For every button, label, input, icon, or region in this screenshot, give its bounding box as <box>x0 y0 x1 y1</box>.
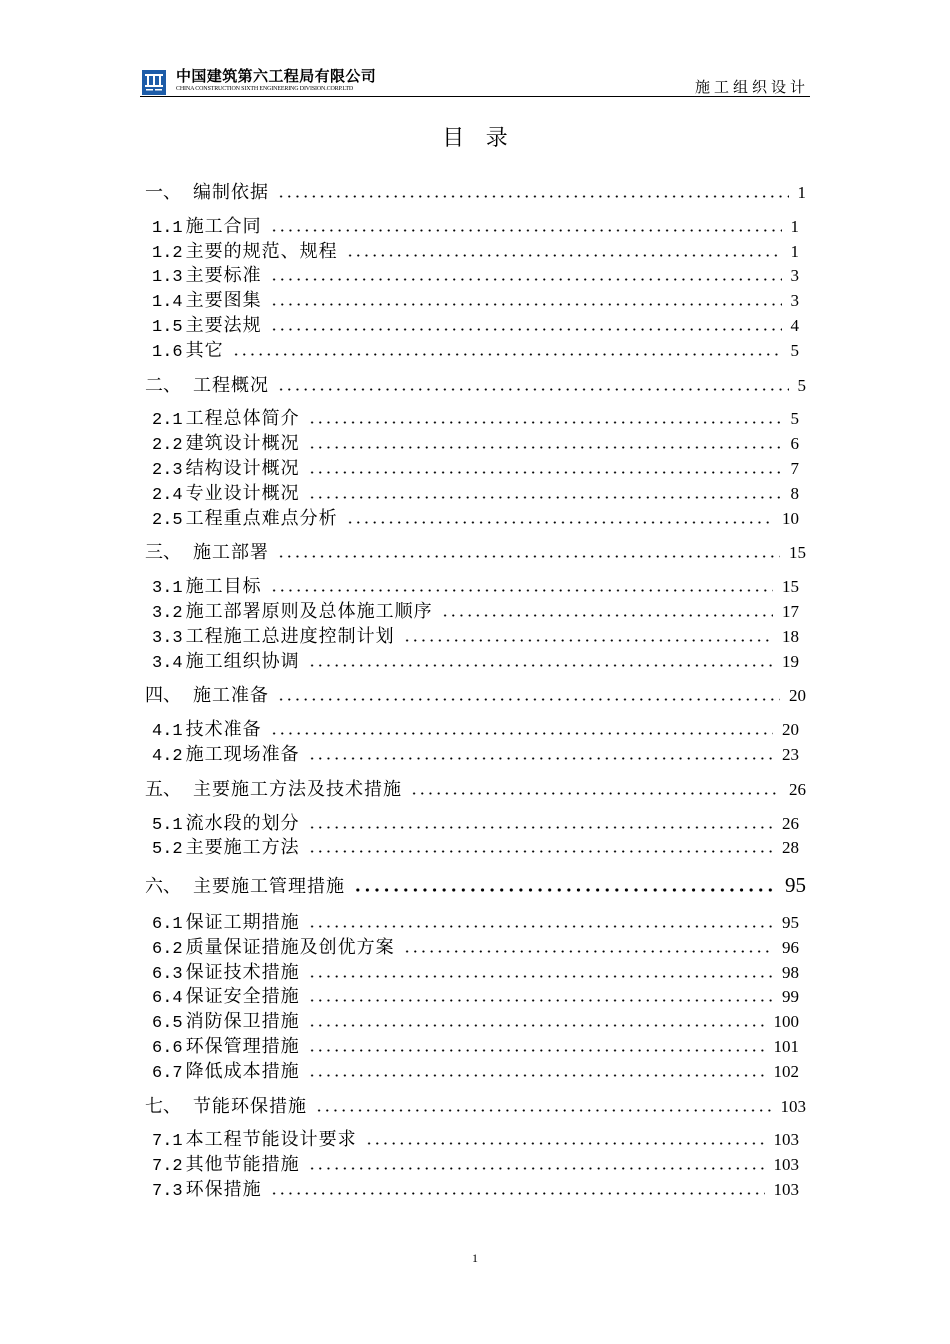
toc-subsection-title: 主要法规 <box>185 314 262 335</box>
toc-section-title: 施工准备 <box>193 685 269 706</box>
toc-section-page: 95 <box>785 873 806 898</box>
toc-subsection-number: 4.1 <box>152 722 183 742</box>
toc-subsection-row <box>145 624 806 649</box>
toc-section-number: 三、 <box>145 542 181 563</box>
toc-subsection-page: 96 <box>782 937 799 957</box>
toc-subsection-row <box>145 574 806 599</box>
toc-section-page: 103 <box>780 1096 806 1116</box>
toc-subsection-number: 2.4 <box>152 485 183 505</box>
dot-leader <box>403 950 773 953</box>
toc-subsection-number: 6.4 <box>152 989 183 1009</box>
toc-subsection-title: 本工程节能设计要求 <box>185 1129 357 1150</box>
toc-subsection-title: 施工合同 <box>185 215 262 236</box>
toc-subsection-page: 7 <box>790 458 799 478</box>
toc-subsection-number: 7.3 <box>152 1181 183 1201</box>
toc-subsection-title: 环保管理措施 <box>185 1035 300 1056</box>
toc-subsection-title: 降低成本措施 <box>185 1060 300 1081</box>
toc-section-title: 工程概况 <box>193 374 269 395</box>
toc-subsection-page: 17 <box>782 601 799 621</box>
toc-subsection-row <box>145 1059 806 1084</box>
toc-subsection-number: 3.3 <box>152 628 183 648</box>
toc-section-page: 26 <box>789 779 806 799</box>
toc-subsection-title: 工程总体简介 <box>185 408 300 429</box>
toc-subsection-title: 施工部署原则及总体施工顺序 <box>185 600 433 621</box>
dot-leader <box>308 850 773 853</box>
toc-subsection-title: 施工现场准备 <box>185 743 300 764</box>
logo-bar-top <box>145 74 163 76</box>
header-divider <box>140 96 810 97</box>
toc-subsection-page: 1 <box>790 241 799 261</box>
toc-subsection-number: 6.6 <box>152 1038 183 1058</box>
toc-subsection-row <box>145 1152 806 1177</box>
toc-subsection-row <box>145 263 806 288</box>
toc-subsection-number: 2.5 <box>152 510 183 530</box>
dot-leader <box>277 555 780 558</box>
toc-subsection-title: 工程重点难点分析 <box>185 507 338 528</box>
toc-subsection-row <box>145 214 806 239</box>
dot-leader <box>308 1049 765 1052</box>
toc-subsection-page: 103 <box>773 1155 799 1175</box>
dot-leader <box>308 1167 765 1170</box>
toc-subsection-row <box>145 1009 806 1034</box>
toc-section-row <box>145 180 806 205</box>
toc-section-number: 五、 <box>145 778 181 799</box>
footer-page-number: 1 <box>472 1251 478 1265</box>
toc-subsection-number: 4.2 <box>152 746 183 766</box>
toc-subsection-number: 6.1 <box>152 914 183 934</box>
toc-subsection-row <box>145 811 806 836</box>
toc-subsection-row <box>145 406 806 431</box>
dot-leader <box>365 1142 765 1145</box>
toc-subsection-number: 1.1 <box>152 218 183 238</box>
toc-subsection-row <box>145 742 806 767</box>
toc-subsection-page: 98 <box>782 962 799 982</box>
document-type: 施工组织设计 <box>695 80 810 96</box>
toc-section-title: 编制依据 <box>193 182 269 202</box>
toc-section-page: 1 <box>797 183 806 202</box>
toc-subsection-page: 101 <box>773 1036 799 1056</box>
table-of-contents <box>145 180 806 1202</box>
dot-leader <box>346 521 773 524</box>
toc-subsection-title: 施工组织协调 <box>185 650 300 671</box>
toc-subsection-number: 1.5 <box>152 317 183 337</box>
dot-leader <box>308 421 782 424</box>
company-name-en: CHINA CONSTRUCTION SIXTH ENGINEERING DIVISION.CORP.LTD <box>176 86 354 92</box>
toc-subsection-title: 主要标准 <box>185 265 262 286</box>
company-logo-icon <box>142 70 166 95</box>
toc-section-title: 施工部署 <box>193 542 269 563</box>
toc-section-title: 主要施工方法及技术措施 <box>193 778 402 799</box>
toc-subsection-number: 6.3 <box>152 964 183 984</box>
toc-section-row <box>145 777 806 802</box>
toc-subsection-page: 10 <box>782 508 799 528</box>
toc-subsection-title: 保证技术措施 <box>185 961 300 982</box>
dot-leader <box>315 1109 772 1112</box>
dot-leader <box>232 353 782 356</box>
dot-leader <box>353 888 776 892</box>
toc-subsection-page: 5 <box>790 340 799 360</box>
toc-subsection-title: 技术准备 <box>185 719 262 740</box>
logo-pillar-right <box>159 76 161 85</box>
toc-subsection-title: 结构设计概况 <box>185 457 300 478</box>
dot-leader <box>403 639 773 642</box>
toc-subsection-page: 18 <box>782 626 799 646</box>
toc-subsection-page: 15 <box>782 577 799 597</box>
toc-subsection-row <box>145 338 806 363</box>
toc-subsection-number: 3.2 <box>152 603 183 623</box>
toc-subsection-row <box>145 456 806 481</box>
dot-leader <box>308 975 773 978</box>
toc-subsection-page: 99 <box>782 987 799 1007</box>
toc-subsection-row <box>145 1034 806 1059</box>
toc-section-number: 二、 <box>145 374 181 395</box>
toc-subsection-title: 施工目标 <box>185 576 262 597</box>
toc-subsection-number: 2.1 <box>152 411 183 431</box>
toc-subsection-page: 95 <box>782 912 799 932</box>
toc-section-page: 15 <box>789 543 806 563</box>
logo-pillar-left <box>147 76 149 85</box>
toc-subsection-page: 100 <box>773 1012 799 1032</box>
dot-leader <box>270 303 782 306</box>
logo-pillar-mid <box>153 76 155 85</box>
toc-subsection-title: 消防保卫措施 <box>185 1011 300 1032</box>
dot-leader <box>270 732 773 735</box>
toc-subsection-title: 环保措施 <box>185 1178 262 1199</box>
toc-subsection-row <box>145 506 806 531</box>
toc-subsection-title: 流水段的划分 <box>185 812 300 833</box>
toc-section-title: 主要施工管理措施 <box>193 876 345 897</box>
toc-subsection-title: 保证安全措施 <box>185 986 300 1007</box>
dot-leader <box>308 1024 765 1027</box>
toc-subsection-title: 主要的规范、规程 <box>185 240 338 261</box>
dot-leader <box>441 614 773 617</box>
toc-section-number: 六、 <box>145 876 181 897</box>
toc-subsection-title: 其他节能措施 <box>185 1154 300 1175</box>
toc-subsection-row <box>145 1127 806 1152</box>
toc-subsection-title: 主要施工方法 <box>185 837 300 858</box>
toc-subsection-row <box>145 717 806 742</box>
toc-subsection-title: 其它 <box>185 339 224 360</box>
toc-section-row <box>145 1094 806 1119</box>
toc-subsection-page: 28 <box>782 838 799 858</box>
dot-leader <box>308 471 782 474</box>
toc-section-page: 20 <box>789 686 806 706</box>
toc-subsection-number: 3.1 <box>152 579 183 599</box>
dot-leader <box>308 1074 765 1077</box>
dot-leader <box>277 388 789 391</box>
toc-subsection-page: 26 <box>782 813 799 833</box>
dot-leader <box>308 925 773 928</box>
toc-subsection-page: 103 <box>773 1179 799 1199</box>
toc-subsection-number: 6.2 <box>152 939 183 959</box>
toc-subsection-number: 6.5 <box>152 1014 183 1034</box>
logo-bar-bottom-1 <box>146 89 153 91</box>
dot-leader <box>270 328 782 331</box>
toc-section-row <box>145 373 806 398</box>
toc-subsection-row <box>145 431 806 456</box>
toc-subsection-row <box>145 239 806 264</box>
toc-subsection-row <box>145 984 806 1009</box>
toc-subsection-page: 103 <box>773 1130 799 1150</box>
toc-subsection-row <box>145 935 806 960</box>
toc-subsection-page: 19 <box>782 651 799 671</box>
toc-subsection-row <box>145 313 806 338</box>
dot-leader <box>270 229 782 232</box>
toc-subsection-number: 2.2 <box>152 436 183 456</box>
toc-subsection-page: 1 <box>790 216 799 236</box>
toc-subsection-title: 保证工期措施 <box>185 911 300 932</box>
toc-subsection-page: 3 <box>790 291 799 311</box>
logo-bar-base <box>145 85 163 87</box>
dot-leader <box>308 999 773 1002</box>
toc-subsection-row <box>145 960 806 985</box>
toc-subsection-number: 7.2 <box>152 1157 183 1177</box>
toc-subsection-number: 1.3 <box>152 268 183 288</box>
toc-subsection-number: 7.1 <box>152 1132 183 1152</box>
dot-leader <box>410 792 780 795</box>
toc-subsection-number: 6.7 <box>152 1063 183 1083</box>
toc-subsection-page: 23 <box>782 744 799 764</box>
toc-subsection-number: 1.6 <box>152 342 183 362</box>
toc-subsection-row <box>145 481 806 506</box>
toc-subsection-page: 4 <box>790 315 799 335</box>
toc-section-row <box>145 683 806 708</box>
toc-subsection-title: 质量保证措施及创优方案 <box>185 936 395 957</box>
logo-bar-bottom-2 <box>155 89 162 91</box>
toc-heading: 目 录 <box>442 125 516 150</box>
toc-section-title: 节能环保措施 <box>193 1095 307 1116</box>
dot-leader <box>308 757 773 760</box>
toc-subsection-row <box>145 835 806 860</box>
toc-subsection-number: 5.1 <box>152 815 183 835</box>
toc-subsection-page: 20 <box>782 720 799 740</box>
dot-leader <box>308 664 773 667</box>
toc-subsection-number: 1.2 <box>152 243 183 263</box>
toc-section-row <box>145 873 806 898</box>
dot-leader <box>308 826 773 829</box>
toc-subsection-title: 专业设计概况 <box>185 482 300 503</box>
dot-leader <box>308 446 782 449</box>
toc-subsection-title: 工程施工总进度控制计划 <box>185 625 395 646</box>
dot-leader <box>346 254 782 257</box>
toc-section-number: 一、 <box>145 182 181 202</box>
dot-leader <box>270 589 773 592</box>
toc-section-number: 七、 <box>145 1095 181 1116</box>
dot-leader <box>270 1192 765 1195</box>
toc-subsection-page: 102 <box>773 1061 799 1081</box>
dot-leader <box>277 698 780 701</box>
toc-subsection-number: 3.4 <box>152 653 183 673</box>
toc-subsection-page: 6 <box>790 434 799 454</box>
dot-leader <box>270 278 782 281</box>
company-name-cn: 中国建筑第六工程局有限公司 <box>176 67 377 85</box>
toc-subsection-title: 建筑设计概况 <box>185 433 300 454</box>
dot-leader <box>308 496 782 499</box>
toc-section-row <box>145 540 806 565</box>
toc-subsection-row <box>145 649 806 674</box>
toc-section-number: 四、 <box>145 685 181 706</box>
toc-subsection-number: 2.3 <box>152 460 183 480</box>
toc-subsection-title: 主要图集 <box>185 290 262 311</box>
toc-section-page: 5 <box>797 375 806 395</box>
toc-subsection-page: 8 <box>790 483 799 503</box>
toc-subsection-number: 5.2 <box>152 840 183 860</box>
toc-subsection-page: 3 <box>790 266 799 286</box>
toc-subsection-page: 5 <box>790 409 799 429</box>
toc-subsection-row <box>145 1177 806 1202</box>
toc-subsection-row <box>145 288 806 313</box>
toc-subsection-row <box>145 599 806 624</box>
dot-leader <box>277 195 789 198</box>
toc-subsection-row <box>145 910 806 935</box>
toc-subsection-number: 1.4 <box>152 293 183 313</box>
